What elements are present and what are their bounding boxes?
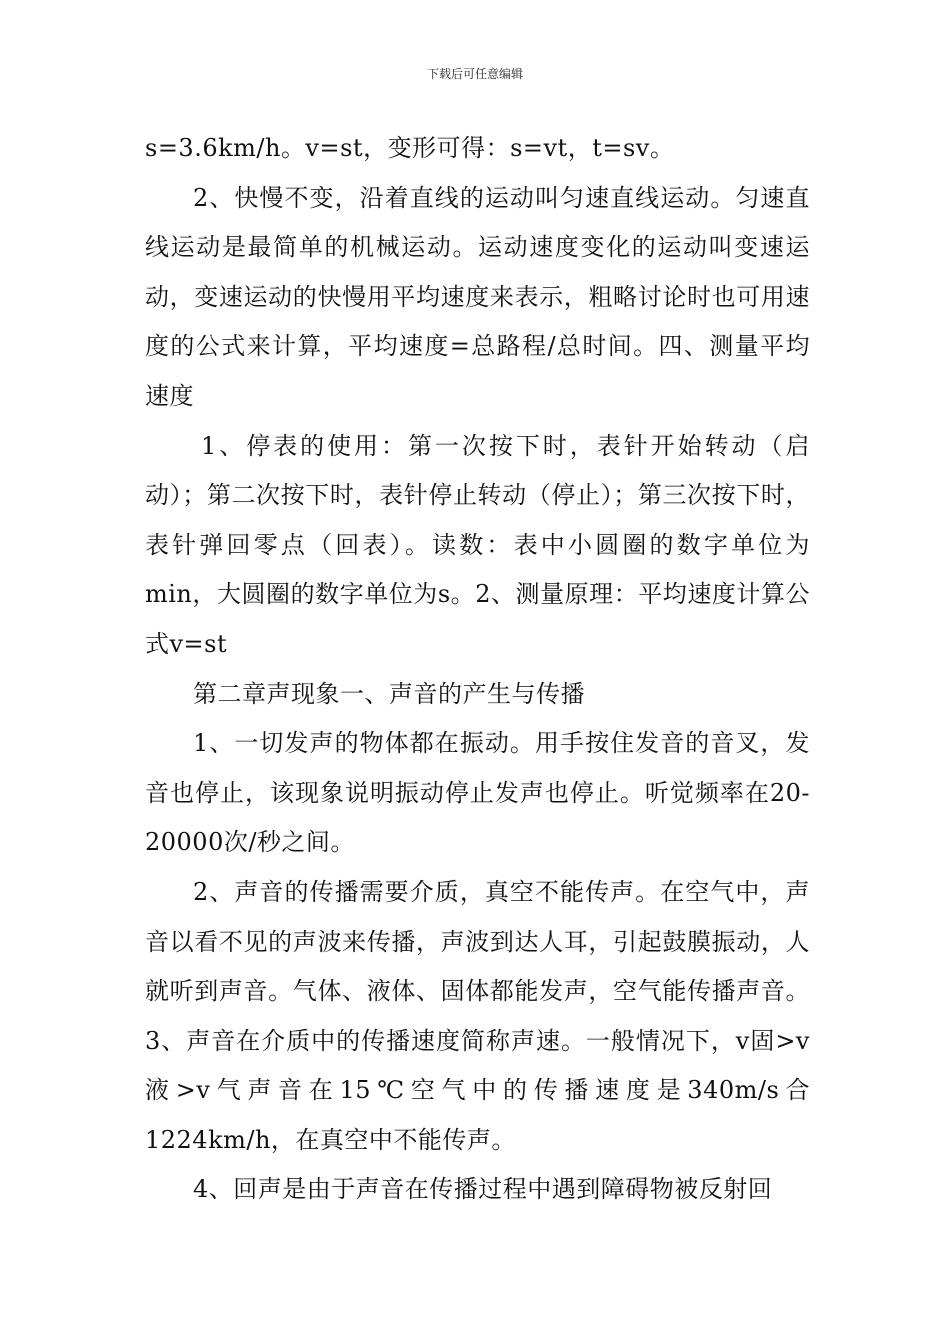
document-body xyxy=(145,124,810,1215)
paragraph-echo: 4、回声是由于声音在传播过程中遇到障碍物被反射回 xyxy=(193,1175,773,1204)
paragraph-sound-propagation: 2、声音的传播需要介质，真空不能传声。在空气中，声音以看不见的声波来传播，声波到达人耳，引起鼓膜振动，人就听到声音。气体、液体、固体都能发声，空气能传播声音。3、声音在介质中的传播速度简称声速。一般情况下，v固>v液>v气声音在15℃空气中的传播速度是340m/s合1224km/h，在真空中不能传声。 xyxy=(145,877,810,1154)
paragraph-speed-formula: s=3.6km/h。v=st，变形可得：s=vt，t=sv。 xyxy=(145,134,675,162)
paragraph-uniform-motion: 2、快慢不变，沿着直线的运动叫匀速直线运动。匀速直线运动是最简单的机械运动。运动速度变化的运动叫变速运动，变速运动的快慢用平均速度来表示，粗略讨论时也可用速度的公式来计算，平均速度=总路程/总时间。四、测量平均速度 xyxy=(145,183,810,410)
paragraph-chapter-heading: 第二章声现象一、声音的产生与传播 xyxy=(193,679,585,708)
paragraph-stopwatch: 1、停表的使用：第一次按下时，表针开始转动（启动）；第二次按下时，表针停止转动（停止）；第三次按下时，表针弹回零点（回表）。读数：表中小圆圈的数字单位为min，大圆圈的数字单位为s。2、测量原理：平均速度计算公式v=st xyxy=(145,431,810,658)
page-header: 下载后可任意编辑 xyxy=(426,67,523,81)
paragraph-sound-vibration: 1、一切发声的物体都在振动。用手按住发音的音叉，发音也停止，该现象说明振动停止发声也停止。听觉频率在20-20000次/秒之间。 xyxy=(145,729,810,857)
